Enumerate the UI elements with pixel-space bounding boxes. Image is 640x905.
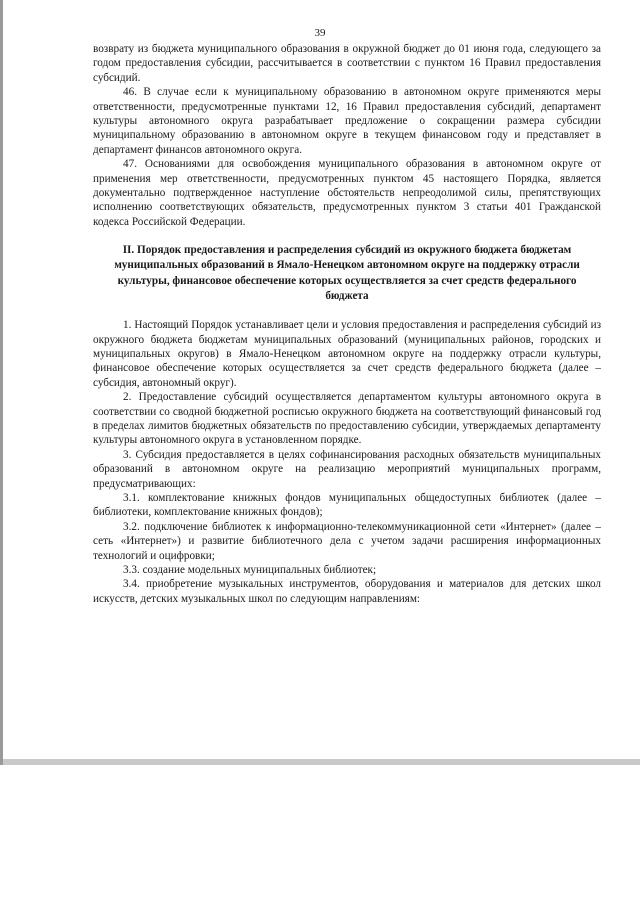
paragraph-3-4: 3.4. приобретение музыкальных инструментов, оборудования и материалов для детских школ искусств, детских музыкальных школ по следующим направлениям: xyxy=(93,578,601,605)
paragraph-3-2: 3.2. подключение библиотек к информационно-телекоммуникационной сети «Интернет» (далее – сеть «Интернет») и развитие библиотечного дела с учетом задачи расширения информационных технологий и оцифровки; xyxy=(93,520,601,562)
paragraph-3: 3. Субсидия предоставляется в целях софинансирования расходных обязательств муниципальных образований в автономном округе на реализацию мероприятий муниципальных программ, предусматривающих: xyxy=(93,448,601,490)
paragraph-3-3: 3.3. создание модельных муниципальных библиотек; xyxy=(123,564,377,576)
paragraph-3-1: 3.1. комплектование книжных фондов муниципальных общедоступных библиотек (далее – библиотеки, комплектование книжных фондов); xyxy=(93,491,601,519)
paragraph-1: 1. Настоящий Порядок устанавливает цели и условия предоставления и распределения субсидий из окружного бюджета бюджетам муниципальных образований (муниципальных районов, городских и муниципальных округов) в Ямало-Ненецком автономном округе на поддержку отрасли культуры, финансовое обеспечение которых осуществляется за счет средств федерального бюджета (далее – субсидия, автономный округ). xyxy=(93,319,601,389)
paragraph-47: 47. Основаниями для освобождения муниципального образования в автономном округе от применения мер ответственности, предусмотренных пунктом 45 настоящего Порядка, является документально подтвержденное наступление обстоятельств непреодолимой силы, препятствующих исполнению соответствующих обязательств, предусмотренных пунктом 3 статьи 401 Гражданской кодекса Российской Федерации. xyxy=(93,158,601,228)
paragraph-continuation: возврату из бюджета муниципального образования в окружной бюджет до 01 июня года, следующего за годом предоставления субсидии, рассчитывается в соответствии с пунктом 16 Правил предоставления субсидий. xyxy=(93,43,601,84)
paragraph-46: 46. В случае если к муниципальному образованию в автономном округе применяются меры ответственности, предусмотренные пунктами 12, 16 Правил предоставления субсидий, департамент культуры автономного округа разрабатывает предложение о сокращении размера субсидии муниципальному образованию в автономном округе в текущем финансовом году и представляет в департамент финансов автономного округа. xyxy=(93,86,601,156)
page-number: 39 xyxy=(314,27,326,39)
paragraph-2: 2. Предоставление субсидий осуществляется департаментом культуры автономного округа в соответствии со сводной бюджетной росписью окружного бюджета на соответствующий финансовый год в пределах лимитов бюджетных обязательств по предоставлению субсидии, утверждаемых департаменту культуры автономного округа в установленном порядке. xyxy=(93,391,601,447)
document-body xyxy=(93,42,601,606)
section-heading: II. Порядок предоставления и распределения субсидий из окружного бюджета бюджетам муниципальных образований в Ямало-Ненецком автономном округе на поддержку отрасли культуры, финансовое обеспечение которых осуществляется за счет средств федерального бюджета xyxy=(114,244,580,302)
scan-edge xyxy=(0,0,3,765)
